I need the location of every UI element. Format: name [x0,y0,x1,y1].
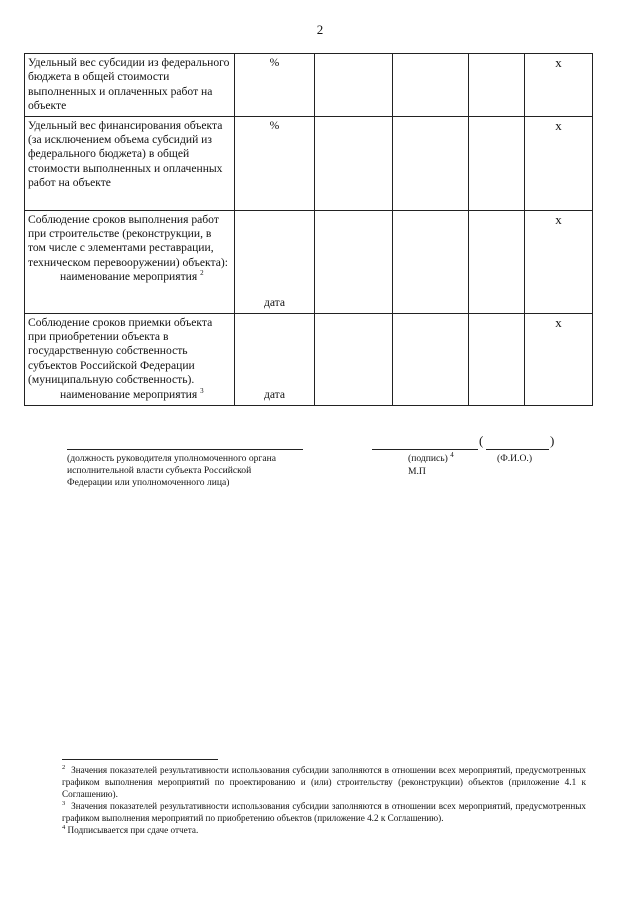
x-cell [525,54,593,117]
signature-line [372,449,478,450]
position-line [67,449,303,450]
sub-label: наименование мероприятия $^3$ [60,386,204,401]
table-row [25,54,593,117]
table-row [25,116,593,210]
x-mark: х [555,314,562,330]
fio-caption: (Ф.И.О.) [497,453,533,464]
indicator-name-cell [25,313,235,405]
unit-cell [235,313,315,405]
indicators-table [24,53,593,406]
x-cell [525,210,593,313]
value-cell [469,210,525,313]
stamp-place: М.П [408,466,426,477]
page-number: 2 [316,22,324,37]
sub-label: наименование мероприятия $^2$ [60,269,204,284]
x-cell [525,313,593,405]
value-cell [393,313,469,405]
footnote: $^3$ Значения показателей результативности использования субсидии заполняются в отношении всех мероприятий, предусмотренных графиком выполнения мероприятий по приобретению объектов (приложение 4.2 к Соглашению). [62,799,587,823]
unit-cell [235,116,315,210]
indicator-name-cell [25,210,235,313]
footnotes [62,764,586,836]
value-cell [315,54,393,117]
indicator-name: Соблюдение сроков выполнения работ при строительстве (реконструкции, в том числе с элементами реставрации, техническом перевооружении) объекта): [28,212,228,269]
footnote: $^4$ Подписывается при сдаче отчета. [62,823,199,835]
value-cell [315,210,393,313]
unit: дата [263,296,286,310]
unit: дата [263,388,286,402]
unit: % [269,56,280,69]
value-cell [393,54,469,117]
footnote: $^2$ Значения показателей результативности использования субсидии заполняются в отношении всех мероприятий, предусмотренных графиком выполнения мероприятий по проектированию и (или) строительству (реконструкции) объектов (приложение 4.1 к Соглашению). [62,763,587,799]
footnote-separator [62,759,218,760]
signature-caption: (подпись) $^4$ [408,450,454,464]
indicator-name-cell [25,116,235,210]
x-mark: х [555,211,562,227]
footnote-ref: 3 [200,386,204,395]
fio-line [486,449,549,450]
value-cell [469,54,525,117]
unit-cell [235,54,315,117]
footnote-mark: 3 [62,799,66,807]
fio-open-paren: ( [479,433,484,448]
value-cell [315,116,393,210]
fio-close-paren: ) [550,433,555,448]
value-cell [469,116,525,210]
indicator-name: Соблюдение сроков приемки объекта при приобретении объекта в государственную собственность субъектов Российской Федерации (муниципальную собственность). [28,315,213,387]
table-row [25,313,593,405]
footnote-ref: 4 [450,450,454,459]
unit: % [269,118,280,132]
value-cell [393,116,469,210]
signature-block [0,433,640,523]
x-mark: х [555,55,562,70]
footnote-mark: 2 [62,763,66,771]
table-row [25,210,593,313]
indicator-name-cell [25,54,235,117]
indicator-name: Удельный вес финансирования объекта (за исключением объема субсидий из федерального бюджета) в общей стоимости выполненных и оплаченных работ на объекте [28,118,223,190]
x-mark: х [555,117,562,133]
footnote-ref: 2 [200,269,204,278]
position-caption: (должность руководителя уполномоченного органа исполнительной власти субъекта Российской Федерации или уполномоченного лица) [67,453,277,488]
value-cell [469,313,525,405]
unit-cell [235,210,315,313]
value-cell [315,313,393,405]
value-cell [393,210,469,313]
x-cell [525,116,593,210]
indicator-name: Удельный вес субсидии из федерального бюджета в общей стоимости выполненных и оплаченных работ на объекте [28,56,230,113]
footnote-mark: 4 [62,823,66,831]
